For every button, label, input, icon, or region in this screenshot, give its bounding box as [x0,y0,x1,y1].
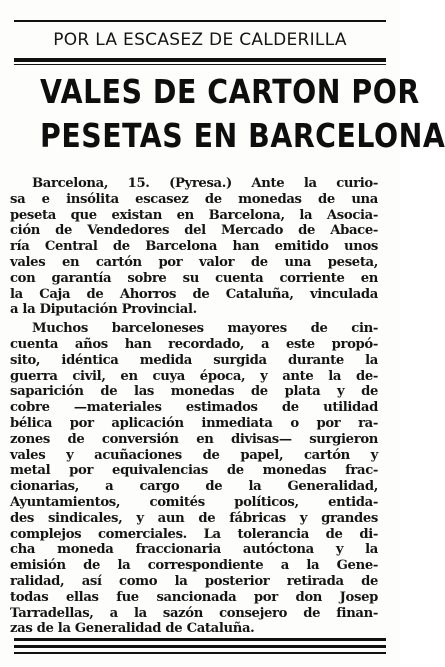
paragraph-line: cuenta años han recordado, a este propó- [10,336,378,352]
paragraph-line: saparición de las monedas de plata y de [10,384,378,400]
paragraph-line: metal por equivalencias de monedas frac- [10,463,378,479]
paragraph-line: cha moneda fraccionaria autóctona y la [10,542,378,558]
paragraph-line: Tarradellas, a la sazón consejero de finan- [10,605,378,621]
paragraph-line: ción de Vendedores del Mercado de Abace- [10,223,378,239]
paragraph-line: con garantía sobre su cuenta corriente en [10,270,378,286]
kicker-heading: POR LA ESCASEZ DE CALDERILLA [53,30,347,50]
paragraph-line: ría Central de Barcelona han emitido unos [10,239,378,255]
kicker-rule-thick [14,58,386,62]
headline-line-1: VALES DE CARTON POR [40,72,420,111]
paragraph-line: la Caja de Ahorros de Cataluña, vinculada [10,286,378,302]
paragraph-line: ralidad, así como la posterior retirada de [10,573,378,589]
paragraph-1 [10,176,378,318]
paragraph-line: guerra civil, en cuya época, y ante la de- [10,368,378,384]
headline-line-2: PESETAS EN BARCELONA [40,116,445,155]
paragraph-line: zones de conversión en divisas— surgieron [10,431,378,447]
paragraph-line: cionarias, a cargo de la Generalidad, [10,479,378,495]
paragraph-line: a la Diputación Provincial. [10,302,197,318]
paragraph-line: Muchos barceloneses mayores de cin- [32,321,378,337]
paragraph-line: cobre —materiales estimados de utilidad [10,400,378,416]
top-rule [14,20,386,22]
paragraph-line: peseta que existan en Barcelona, la Asocia- [10,207,378,223]
paragraph-line: complejos comerciales. La tolerancia de di- [10,526,378,542]
bottom-rule-2 [14,645,386,648]
kicker-rule-thin [14,64,386,65]
bottom-rule-1 [14,638,386,641]
paragraph-line: vales y acuñaciones de papel, cartón y [10,447,378,463]
paragraph-line: des sindicales, y aun de fábricas y grandes [10,510,378,526]
paragraph-line: sa e insólita escasez de monedas de una [10,191,378,207]
paragraph-2 [10,321,378,637]
paragraph-line: vales en cartón por valor de una peseta, [10,254,378,270]
paragraph-line: sito, idéntica medida surgida durante la [10,352,378,368]
paragraph-line: todas ellas fue sancionada por don Josep [10,589,378,605]
bottom-rule-3 [14,652,386,654]
paragraph-line: bélica por aplicación inmediata o por ra- [10,415,378,431]
paragraph-line: Ayuntamientos, comités políticos, entida- [10,494,378,510]
paragraph-line: zas de la Generalidad de Cataluña. [10,621,255,637]
paragraph-line: Barcelona, 15. (Pyresa.) Ante la curio- [32,176,378,191]
paragraph-line: emisión de la correspondiente a la Gene- [10,558,378,574]
article-body [10,176,378,637]
